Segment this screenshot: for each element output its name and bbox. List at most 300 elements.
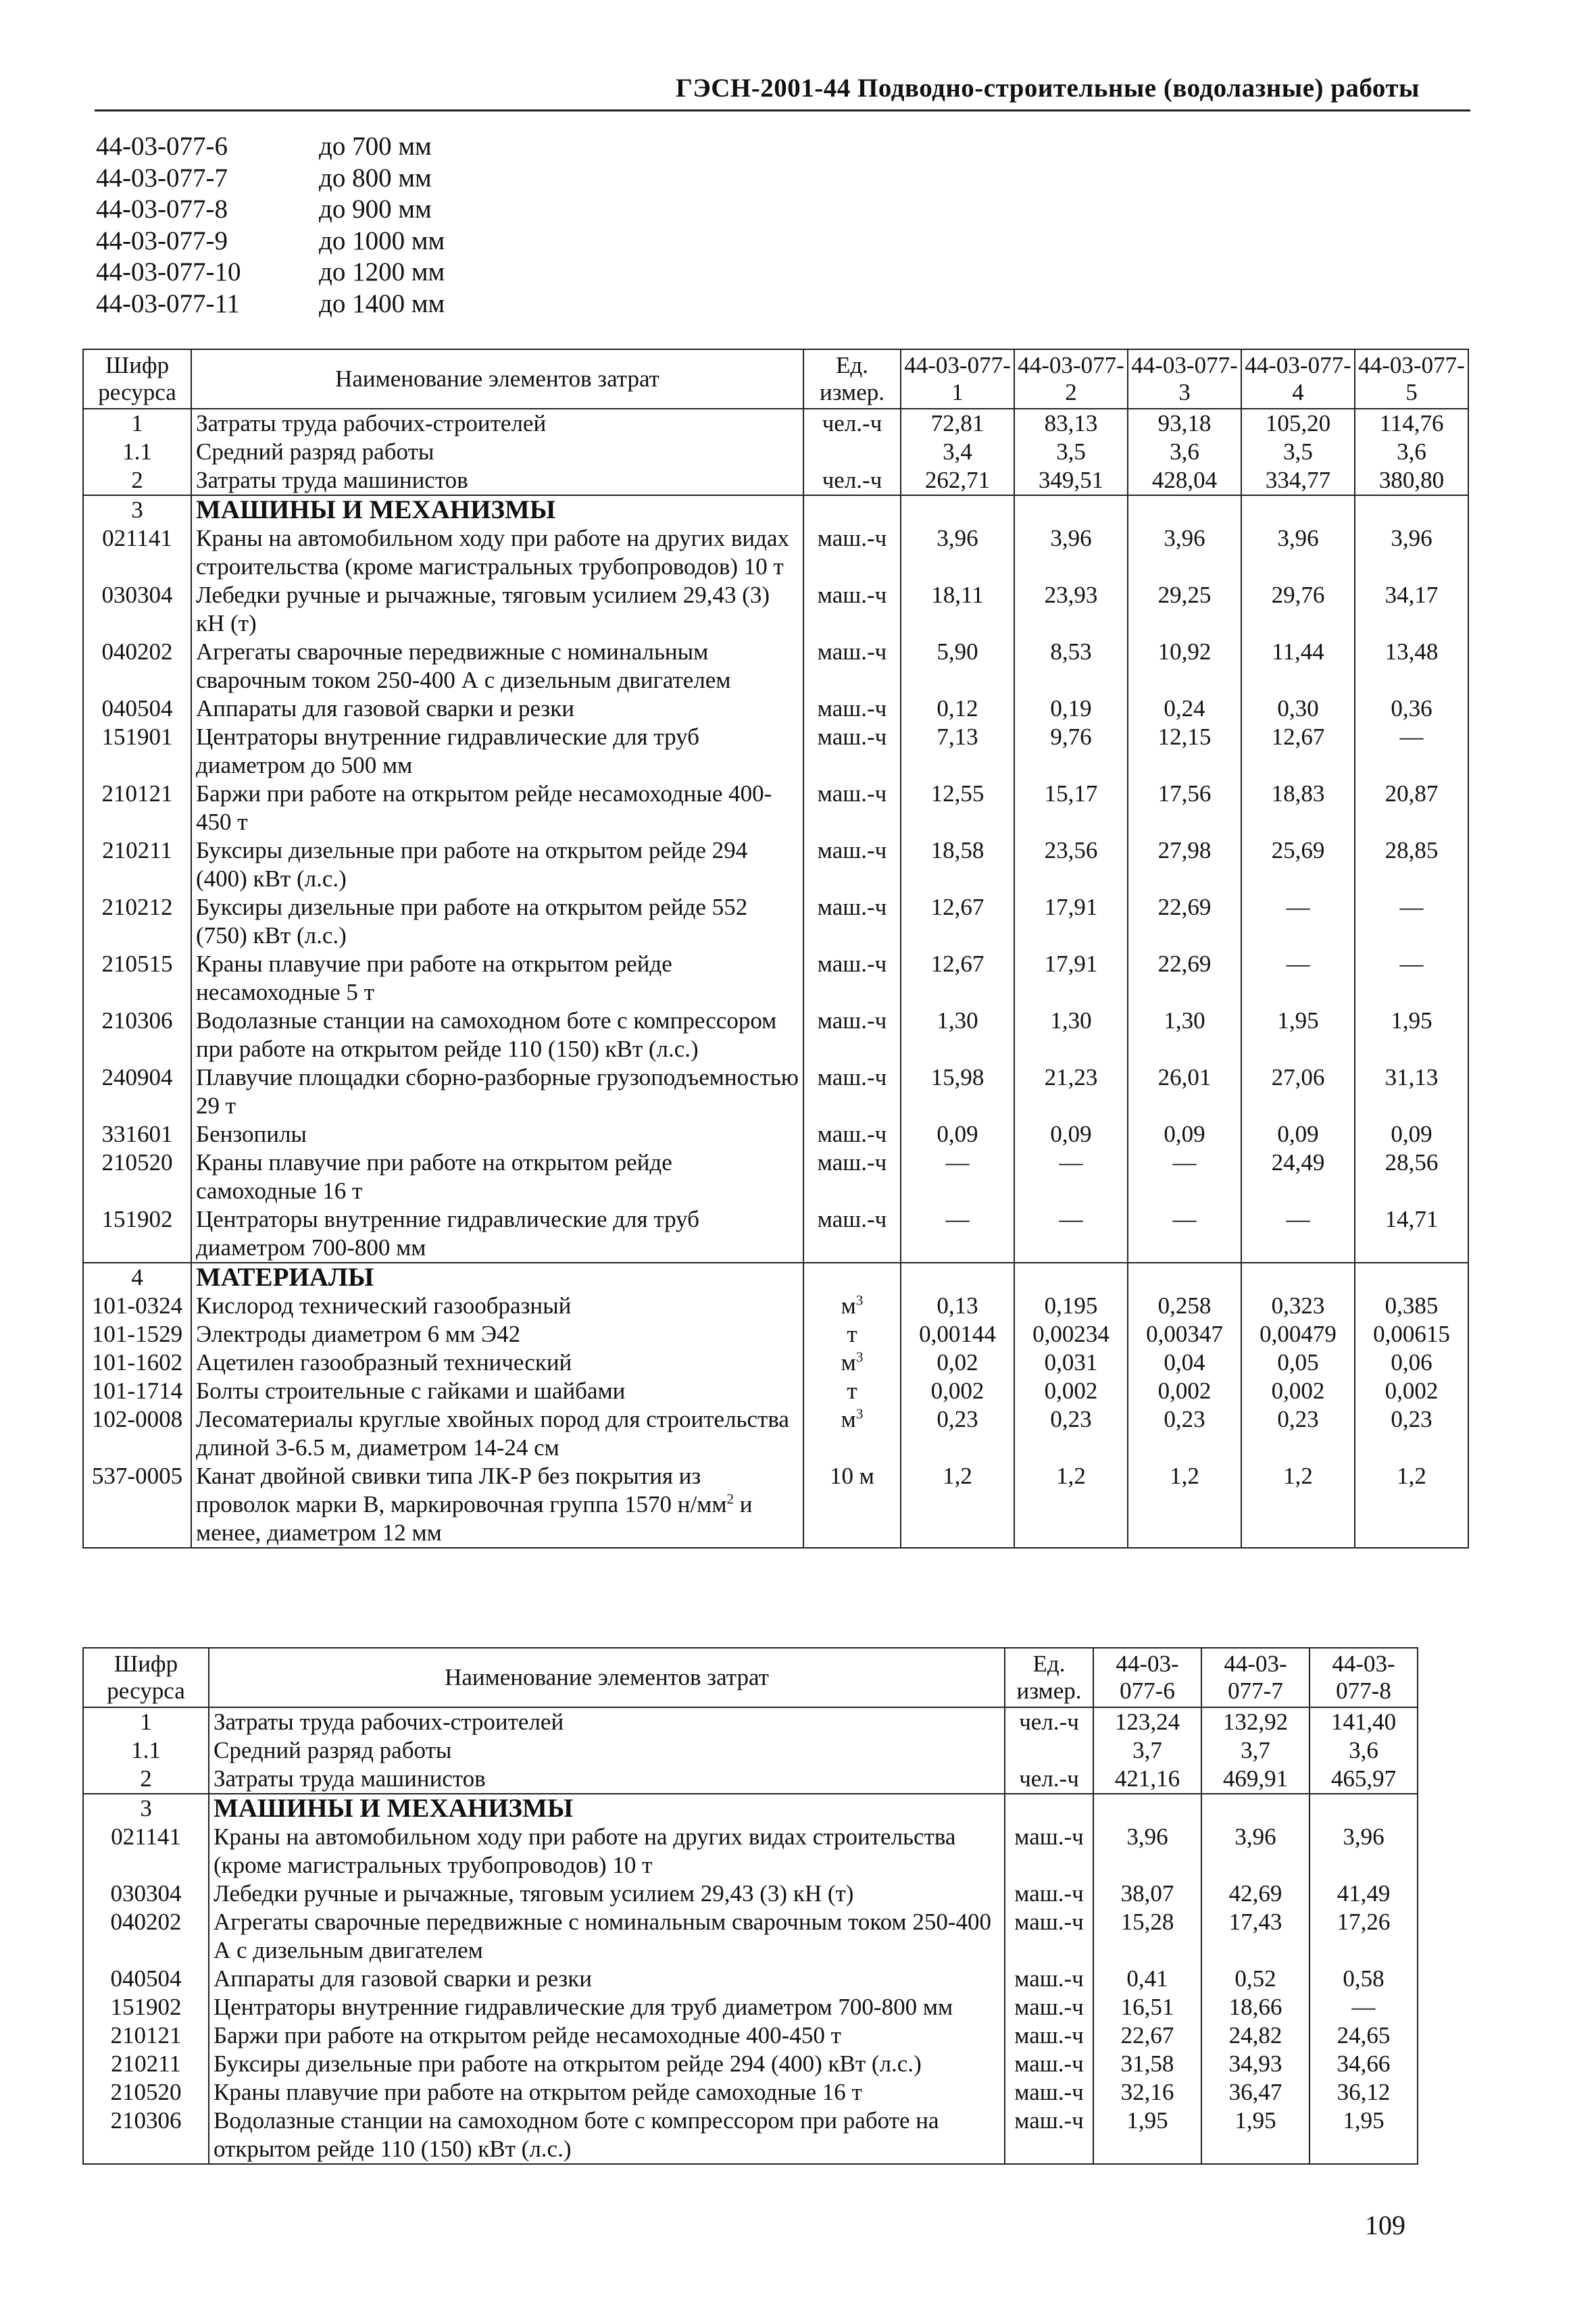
value-cell: 132,92	[1201, 1707, 1310, 1736]
table-row	[83, 723, 1468, 780]
section-row	[83, 495, 1468, 524]
table-row	[83, 1707, 1418, 1736]
value-cell: 3,7	[1201, 1736, 1310, 1765]
value-cell	[1128, 1263, 1241, 1292]
value-cell: 0,09	[1355, 1120, 1468, 1149]
unit-cell: маш.-ч	[803, 524, 901, 581]
unit-cell: маш.-ч	[803, 638, 901, 695]
value-cell: 0,06	[1355, 1349, 1468, 1377]
unit-cell: $м^3$	[803, 1405, 901, 1462]
value-cell: 72,81	[901, 409, 1014, 438]
value-cell: 36,12	[1310, 2078, 1418, 2107]
table-row	[83, 1908, 1418, 1965]
value-cell: 10,92	[1128, 638, 1241, 695]
resource-code: 040202	[83, 638, 191, 695]
resource-code: 210515	[83, 950, 191, 1007]
value-cell: —	[1355, 950, 1468, 1007]
norm-range: до 1000 мм	[319, 226, 445, 255]
cost-element-name: Агрегаты сварочные передвижные с номинальным сварочным током 250-400 А с дизельным двигателем	[191, 638, 803, 695]
value-cell: 3,5	[1014, 438, 1128, 466]
table-row	[83, 2107, 1418, 2164]
resource-table-2	[82, 1647, 1418, 2165]
unit-cell: 10 м	[803, 1462, 901, 1548]
unit-cell: маш.-ч	[803, 1205, 901, 1263]
norm-code: 44-03-077-9	[96, 226, 228, 255]
value-cell: 15,98	[901, 1063, 1014, 1120]
value-cell: 0,323	[1241, 1292, 1355, 1320]
resource-code: 4	[83, 1263, 191, 1292]
value-cell: 17,91	[1014, 950, 1128, 1007]
value-cell: 12,55	[901, 780, 1014, 836]
value-cell: 262,71	[901, 466, 1014, 495]
section-title: МАТЕРИАЛЫ	[191, 1263, 803, 1292]
cost-element-name: Краны на автомобильном ходу при работе на других видах строительства (кроме магистральных трубопроводов) 10 т	[191, 524, 803, 581]
resource-code: 210306	[83, 2107, 209, 2164]
value-cell: 105,20	[1241, 409, 1355, 438]
table-row	[83, 1993, 1418, 2021]
resource-code: 210520	[83, 2078, 209, 2107]
value-cell: 28,85	[1355, 836, 1468, 893]
resource-code: 151902	[83, 1993, 209, 2021]
value-cell: 24,65	[1310, 2021, 1418, 2050]
value-cell: 334,77	[1241, 466, 1355, 495]
resource-code: 101-1529	[83, 1320, 191, 1349]
header-norm-column: 44-03-077-8	[1310, 1648, 1418, 1707]
header-unit: Ед. измер.	[1005, 1648, 1093, 1707]
value-cell: 0,00479	[1241, 1320, 1355, 1349]
norm-code: 44-03-077-8	[96, 195, 228, 224]
value-cell: 7,13	[901, 723, 1014, 780]
value-cell: —	[901, 1149, 1014, 1205]
cost-element-name: Аппараты для газовой сварки и резки	[209, 1965, 1005, 1993]
value-cell: 3,6	[1355, 438, 1468, 466]
resource-code: 1	[83, 1707, 209, 1736]
cost-element-name: Аппараты для газовой сварки и резки	[191, 695, 803, 723]
value-cell: 38,07	[1093, 1880, 1201, 1908]
value-cell: —	[1014, 1205, 1128, 1263]
value-cell: 18,83	[1241, 780, 1355, 836]
value-cell: 83,13	[1014, 409, 1128, 438]
value-cell: 0,002	[1128, 1377, 1241, 1405]
value-cell: 1,95	[1241, 1007, 1355, 1063]
value-cell: 1,95	[1310, 2107, 1418, 2164]
cost-element-name: Буксиры дизельные при работе на открытом рейде 294 (400) кВт (л.с.)	[191, 836, 803, 893]
unit-cell	[803, 438, 901, 466]
value-cell: 1,95	[1201, 2107, 1310, 2164]
value-cell	[1355, 495, 1468, 524]
unit-cell: маш.-ч	[803, 1120, 901, 1149]
value-cell: 1,95	[1355, 1007, 1468, 1063]
header-norm-column: 44-03-077-2	[1014, 349, 1128, 409]
value-cell: 3,96	[1310, 1823, 1418, 1880]
resource-code: 2	[83, 1765, 209, 1794]
cost-element-name: Лебедки ручные и рычажные, тяговым усилием 29,43 (3) кН (т)	[209, 1880, 1005, 1908]
resource-code: 240904	[83, 1063, 191, 1120]
value-cell: 0,09	[901, 1120, 1014, 1149]
value-cell	[1355, 1263, 1468, 1292]
unit-cell: чел.-ч	[1005, 1707, 1093, 1736]
resource-code: 040504	[83, 695, 191, 723]
resource-code: 040202	[83, 1908, 209, 1965]
value-cell: 27,98	[1128, 836, 1241, 893]
table-header-row	[83, 1648, 1418, 1707]
value-cell: —	[1355, 723, 1468, 780]
table-row	[83, 1149, 1468, 1205]
unit-cell	[803, 495, 901, 524]
value-cell: —	[1241, 1205, 1355, 1263]
value-cell: 421,16	[1093, 1765, 1201, 1794]
unit-cell: маш.-ч	[803, 836, 901, 893]
value-cell: 0,05	[1241, 1349, 1355, 1377]
cost-element-name: Краны плавучие при работе на открытом рейде несамоходные 5 т	[191, 950, 803, 1007]
value-cell: 34,66	[1310, 2050, 1418, 2078]
value-cell: 3,96	[1014, 524, 1128, 581]
value-cell	[1014, 495, 1128, 524]
table-row	[83, 1377, 1468, 1405]
resource-code: 210211	[83, 2050, 209, 2078]
cost-element-name: Плавучие площадки сборно-разборные грузоподъемностью 29 т	[191, 1063, 803, 1120]
unit-cell	[1005, 1794, 1093, 1823]
table-row	[83, 1765, 1418, 1794]
unit-cell: маш.-ч	[803, 695, 901, 723]
value-cell: 0,00615	[1355, 1320, 1468, 1349]
unit-cell: $м^3$	[803, 1292, 901, 1320]
table-row	[83, 1880, 1418, 1908]
cost-element-name: Буксиры дизельные при работе на открытом рейде 552 (750) кВт (л.с.)	[191, 893, 803, 950]
resource-code: 151901	[83, 723, 191, 780]
resource-code: 102-0008	[83, 1405, 191, 1462]
value-cell: 22,69	[1128, 893, 1241, 950]
table-row	[83, 1120, 1468, 1149]
header-rule	[95, 109, 1470, 111]
value-cell: —	[1128, 1149, 1241, 1205]
value-cell: 380,80	[1355, 466, 1468, 495]
value-cell: 1,95	[1093, 2107, 1201, 2164]
value-cell: 3,96	[1241, 524, 1355, 581]
value-cell	[1310, 1794, 1418, 1823]
value-cell: 1,2	[1128, 1462, 1241, 1548]
norm-range: до 700 мм	[319, 132, 432, 161]
value-cell: 17,56	[1128, 780, 1241, 836]
table-row	[83, 1349, 1468, 1377]
resource-code: 101-1602	[83, 1349, 191, 1377]
value-cell: 12,67	[1241, 723, 1355, 780]
value-cell: 0,031	[1014, 1349, 1128, 1377]
resource-code: 210121	[83, 2021, 209, 2050]
value-cell: 12,67	[901, 893, 1014, 950]
resource-code: 210212	[83, 893, 191, 950]
cost-element-name: Баржи при работе на открытом рейде несамоходные 400-450 т	[191, 780, 803, 836]
value-cell: 17,43	[1201, 1908, 1310, 1965]
value-cell: 36,47	[1201, 2078, 1310, 2107]
table-row	[83, 1405, 1468, 1462]
table-row	[83, 581, 1468, 638]
value-cell: 93,18	[1128, 409, 1241, 438]
resource-code: 210121	[83, 780, 191, 836]
value-cell	[1201, 1794, 1310, 1823]
cost-element-name: Центраторы внутренние гидравлические для труб диаметром 700-800 мм	[209, 1993, 1005, 2021]
norm-code: 44-03-077-11	[96, 288, 241, 318]
value-cell: 428,04	[1128, 466, 1241, 495]
value-cell: 15,17	[1014, 780, 1128, 836]
cost-element-name: Агрегаты сварочные передвижные с номинальным сварочным током 250-400 А с дизельным двигателем	[209, 1908, 1005, 1965]
value-cell: 25,69	[1241, 836, 1355, 893]
value-cell: 0,19	[1014, 695, 1128, 723]
section-row	[83, 1794, 1418, 1823]
resource-code: 210211	[83, 836, 191, 893]
table-row	[83, 695, 1468, 723]
value-cell	[901, 1263, 1014, 1292]
unit-cell: т	[803, 1320, 901, 1349]
table-row	[83, 836, 1468, 893]
value-cell: 0,13	[901, 1292, 1014, 1320]
value-cell: 0,002	[1014, 1377, 1128, 1405]
value-cell: 34,93	[1201, 2050, 1310, 2078]
value-cell: 15,28	[1093, 1908, 1201, 1965]
value-cell: 0,258	[1128, 1292, 1241, 1320]
header-code: Шифр ресурса	[83, 1648, 209, 1707]
value-cell: 18,11	[901, 581, 1014, 638]
table-row	[83, 1007, 1468, 1063]
value-cell: 465,97	[1310, 1765, 1418, 1794]
table-row	[83, 524, 1468, 581]
value-cell: 41,49	[1310, 1880, 1418, 1908]
value-cell: 3,6	[1310, 1736, 1418, 1765]
value-cell: 349,51	[1014, 466, 1128, 495]
resource-code: 151902	[83, 1205, 191, 1263]
value-cell: 11,44	[1241, 638, 1355, 695]
table-row	[83, 438, 1468, 466]
value-cell: 3,96	[1201, 1823, 1310, 1880]
resource-code: 101-0324	[83, 1292, 191, 1320]
code-list	[96, 131, 445, 320]
unit-cell	[1005, 1736, 1093, 1765]
cost-element-name: Бензопилы	[191, 1120, 803, 1149]
value-cell: 9,76	[1014, 723, 1128, 780]
unit-cell: маш.-ч	[803, 780, 901, 836]
value-cell: 31,13	[1355, 1063, 1468, 1120]
value-cell: 3,96	[901, 524, 1014, 581]
value-cell: 26,01	[1128, 1063, 1241, 1120]
value-cell: 3,4	[901, 438, 1014, 466]
norm-code: 44-03-077-6	[96, 132, 228, 161]
value-cell: 141,40	[1310, 1707, 1418, 1736]
value-cell: 3,96	[1093, 1823, 1201, 1880]
page-header-title: ГЭСН-2001-44 Подводно-строительные (водолазные) работы	[676, 74, 1420, 103]
header-unit: Ед. измер.	[803, 349, 901, 409]
cost-element-name: Канат двойной свивки типа ЛК-Р без покрытия из проволок марки В, маркировочная группа 1570 $н/мм^2$ и менее, диаметром 12 мм	[191, 1462, 803, 1548]
cost-element-name: Средний разряд работы	[209, 1736, 1005, 1765]
value-cell: 18,66	[1201, 1993, 1310, 2021]
resource-code: 2	[83, 466, 191, 495]
value-cell: 0,002	[1241, 1377, 1355, 1405]
resource-code: 030304	[83, 581, 191, 638]
value-cell: 0,36	[1355, 695, 1468, 723]
resource-code: 021141	[83, 524, 191, 581]
table-row	[83, 1965, 1418, 1993]
value-cell: —	[1310, 1993, 1418, 2021]
value-cell: 0,24	[1128, 695, 1241, 723]
value-cell: 0,23	[1355, 1405, 1468, 1462]
unit-cell: маш.-ч	[1005, 2050, 1093, 2078]
page-number: 109	[1365, 2210, 1405, 2240]
unit-cell: маш.-ч	[803, 950, 901, 1007]
cost-element-name: Затраты труда рабочих-строителей	[191, 409, 803, 438]
header-norm-column: 44-03-077-3	[1128, 349, 1241, 409]
value-cell: —	[1241, 950, 1355, 1007]
resource-code: 040504	[83, 1965, 209, 1993]
unit-cell: маш.-ч	[803, 1007, 901, 1063]
value-cell: 42,69	[1201, 1880, 1310, 1908]
value-cell: —	[1241, 893, 1355, 950]
table-row	[83, 1205, 1468, 1263]
value-cell: 114,76	[1355, 409, 1468, 438]
unit-cell: маш.-ч	[1005, 1908, 1093, 1965]
value-cell: 27,06	[1241, 1063, 1355, 1120]
value-cell: 22,67	[1093, 2021, 1201, 2050]
section-row	[83, 1263, 1468, 1292]
value-cell: 0,00234	[1014, 1320, 1128, 1349]
table-row	[83, 780, 1468, 836]
cost-element-name: Краны плавучие при работе на открытом рейде самоходные 16 т	[209, 2078, 1005, 2107]
value-cell	[901, 495, 1014, 524]
unit-cell: маш.-ч	[1005, 1965, 1093, 1993]
resource-code: 3	[83, 1794, 209, 1823]
value-cell: 3,96	[1128, 524, 1241, 581]
value-cell: 1,2	[1241, 1462, 1355, 1548]
cost-element-name: Болты строительные с гайками и шайбами	[191, 1377, 803, 1405]
value-cell: 3,6	[1128, 438, 1241, 466]
value-cell: 0,09	[1014, 1120, 1128, 1149]
value-cell: 29,25	[1128, 581, 1241, 638]
cost-element-name: Буксиры дизельные при работе на открытом рейде 294 (400) кВт (л.с.)	[209, 2050, 1005, 2078]
value-cell	[1241, 1263, 1355, 1292]
cost-element-name: Лесоматериалы круглые хвойных пород для строительства длиной 3-6.5 м, диаметром 14-24 см	[191, 1405, 803, 1462]
cost-element-name: Краны на автомобильном ходу при работе на других видах строительства (кроме магистральных трубопроводов) 10 т	[209, 1823, 1005, 1880]
cost-element-name: Лебедки ручные и рычажные, тяговым усилием 29,43 (3) кН (т)	[191, 581, 803, 638]
cost-element-name: Затраты труда рабочих-строителей	[209, 1707, 1005, 1736]
cost-element-name: Краны плавучие при работе на открытом рейде самоходные 16 т	[191, 1149, 803, 1205]
table-row	[83, 1462, 1468, 1548]
resource-code: 210306	[83, 1007, 191, 1063]
unit-cell	[803, 1263, 901, 1292]
table-row	[83, 1823, 1418, 1880]
value-cell: —	[1128, 1205, 1241, 1263]
table-row	[83, 1292, 1468, 1320]
value-cell: 1,2	[1355, 1462, 1468, 1548]
table-row	[83, 893, 1468, 950]
value-cell: 23,93	[1014, 581, 1128, 638]
section-title: МАШИНЫ И МЕХАНИЗМЫ	[191, 495, 803, 524]
unit-cell: маш.-ч	[803, 893, 901, 950]
table-row	[83, 950, 1468, 1007]
cost-element-name: Кислород технический газообразный	[191, 1292, 803, 1320]
table-header-row	[83, 349, 1468, 409]
value-cell: 0,00144	[901, 1320, 1014, 1349]
unit-cell: маш.-ч	[803, 581, 901, 638]
value-cell: 24,49	[1241, 1149, 1355, 1205]
unit-cell: маш.-ч	[1005, 2021, 1093, 2050]
value-cell: 17,91	[1014, 893, 1128, 950]
cost-element-name: Баржи при работе на открытом рейде несамоходные 400-450 т	[209, 2021, 1005, 2050]
value-cell: 1,2	[1014, 1462, 1128, 1548]
value-cell: 23,56	[1014, 836, 1128, 893]
header-norm-column: 44-03-077-7	[1201, 1648, 1310, 1707]
value-cell	[1128, 495, 1241, 524]
value-cell	[1241, 495, 1355, 524]
value-cell: 5,90	[901, 638, 1014, 695]
unit-cell: $м^3$	[803, 1349, 901, 1377]
value-cell: 8,53	[1014, 638, 1128, 695]
header-norm-column: 44-03-077-1	[901, 349, 1014, 409]
header-name: Наименование элементов затрат	[209, 1648, 1005, 1707]
value-cell: 0,002	[1355, 1377, 1468, 1405]
value-cell: 12,15	[1128, 723, 1241, 780]
resource-code: 1	[83, 409, 191, 438]
resource-code: 101-1714	[83, 1377, 191, 1405]
value-cell: 0,30	[1241, 695, 1355, 723]
value-cell: 12,67	[901, 950, 1014, 1007]
value-cell: 32,16	[1093, 2078, 1201, 2107]
value-cell: —	[1355, 893, 1468, 950]
resource-code: 3	[83, 495, 191, 524]
resource-code: 021141	[83, 1823, 209, 1880]
value-cell: 3,5	[1241, 438, 1355, 466]
unit-cell: чел.-ч	[803, 466, 901, 495]
cost-element-name: Электроды диаметром 6 мм Э42	[191, 1320, 803, 1349]
cost-element-name: Центраторы внутренние гидравлические для труб диаметром до 500 мм	[191, 723, 803, 780]
value-cell: 1,30	[901, 1007, 1014, 1063]
value-cell: 0,52	[1201, 1965, 1310, 1993]
table-row	[83, 1063, 1468, 1120]
header-code: Шифр ресурса	[83, 349, 191, 409]
value-cell: 24,82	[1201, 2021, 1310, 2050]
table-row	[83, 2021, 1418, 2050]
unit-cell: маш.-ч	[1005, 1993, 1093, 2021]
value-cell: 0,04	[1128, 1349, 1241, 1377]
value-cell: 21,23	[1014, 1063, 1128, 1120]
cost-element-name: Средний разряд работы	[191, 438, 803, 466]
norm-range: до 1200 мм	[319, 257, 445, 286]
value-cell: 0,23	[1014, 1405, 1128, 1462]
cost-element-name: Ацетилен газообразный технический	[191, 1349, 803, 1377]
unit-cell: маш.-ч	[803, 723, 901, 780]
unit-cell: маш.-ч	[803, 1063, 901, 1120]
code-list-item	[96, 163, 445, 195]
value-cell: 0,195	[1014, 1292, 1128, 1320]
value-cell: 16,51	[1093, 1993, 1201, 2021]
code-list-item	[96, 131, 445, 163]
norm-code: 44-03-077-7	[96, 163, 228, 193]
header-norm-column: 44-03-077-5	[1355, 349, 1468, 409]
section-title: МАШИНЫ И МЕХАНИЗМЫ	[209, 1794, 1005, 1823]
value-cell: 0,41	[1093, 1965, 1201, 1993]
code-list-item	[96, 194, 445, 226]
value-cell: 3,7	[1093, 1736, 1201, 1765]
code-list-item	[96, 288, 445, 320]
unit-cell: чел.-ч	[803, 409, 901, 438]
value-cell: 1,30	[1014, 1007, 1128, 1063]
value-cell: 123,24	[1093, 1707, 1201, 1736]
value-cell: 469,91	[1201, 1765, 1310, 1794]
value-cell: 0,385	[1355, 1292, 1468, 1320]
value-cell	[1014, 1263, 1128, 1292]
value-cell: —	[901, 1205, 1014, 1263]
norm-range: до 1400 мм	[319, 288, 445, 318]
norm-range: до 900 мм	[319, 195, 432, 224]
table-row	[83, 466, 1468, 495]
value-cell: 0,09	[1128, 1120, 1241, 1149]
